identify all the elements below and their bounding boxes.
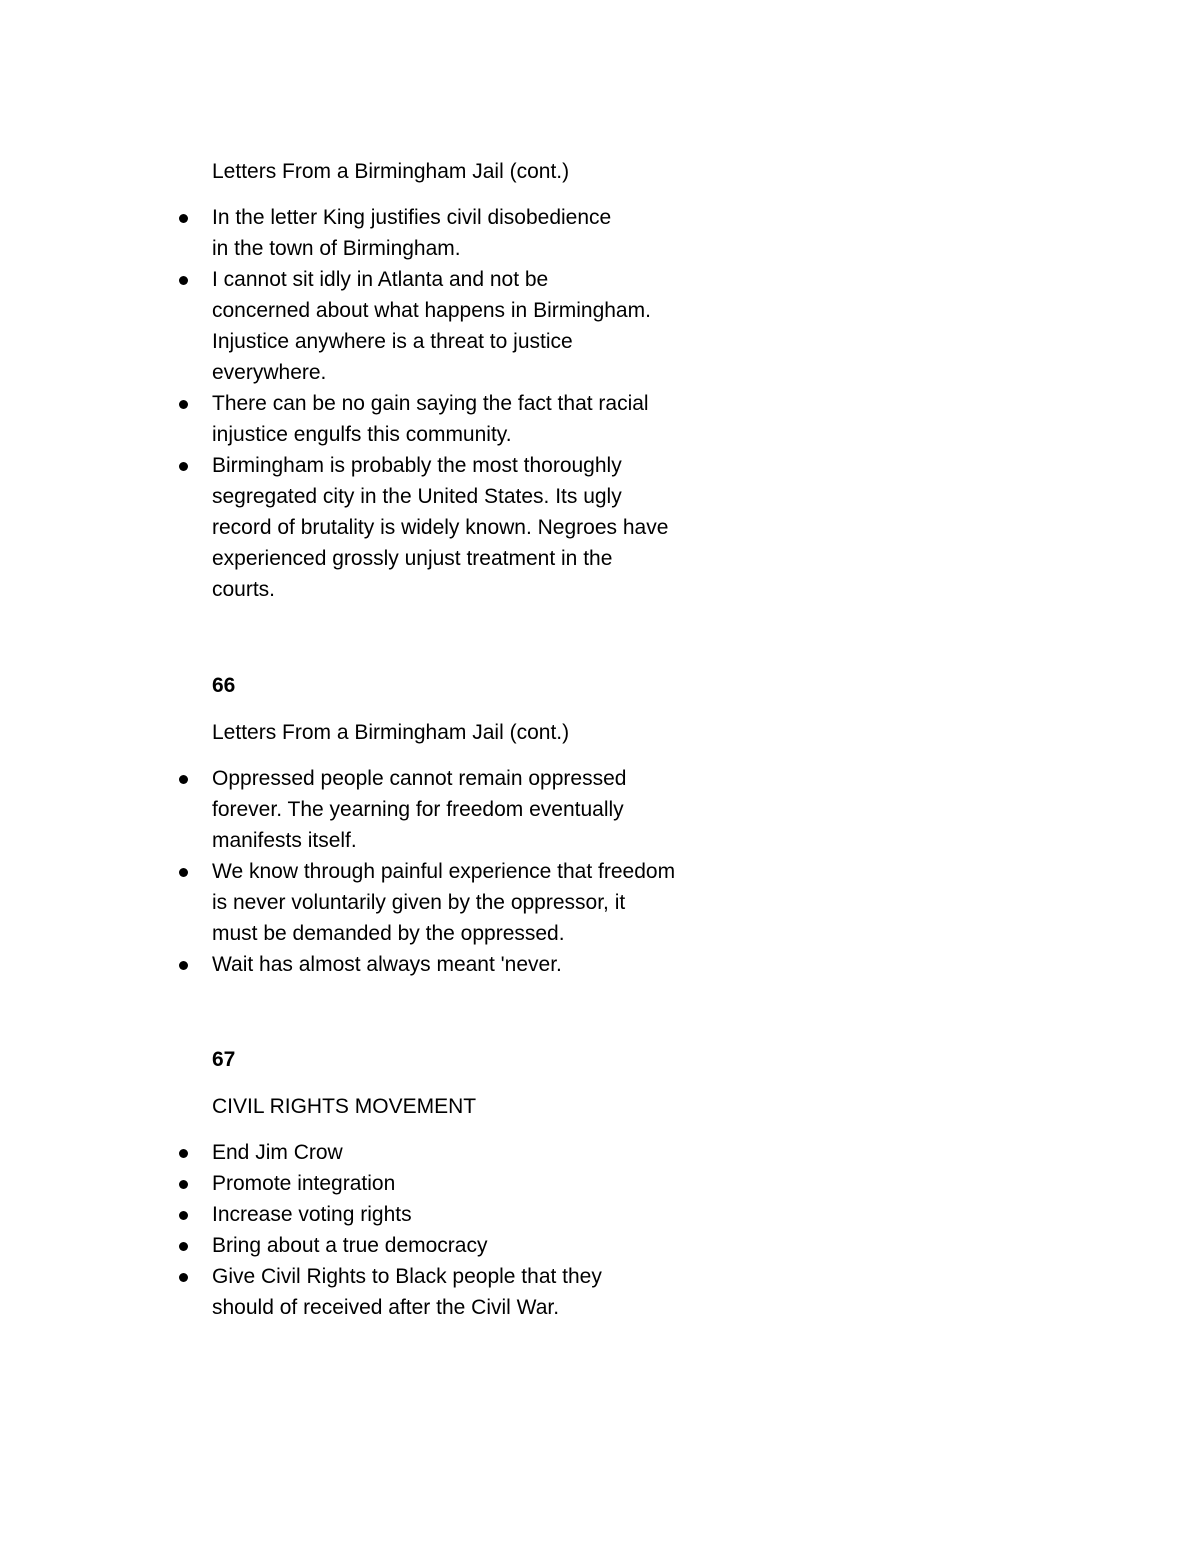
bullet-text: Oppressed people cannot remain oppressed forever. The yearning for freedom eventually manifests itself. (212, 767, 627, 852)
bullet-dot-icon (179, 1149, 188, 1158)
bullet-dot-icon (179, 400, 188, 409)
bullet-dot-icon (179, 1273, 188, 1282)
bullet-dot-icon (179, 775, 188, 784)
bullet-item (212, 1261, 812, 1323)
section-67 (212, 1044, 812, 1323)
section-66 (212, 670, 812, 980)
bullet-text: End Jim Crow (212, 1141, 343, 1164)
bullet-dot-icon (179, 1242, 188, 1251)
bullet-dot-icon (179, 1211, 188, 1220)
bullet-dot-icon (179, 1180, 188, 1189)
bullet-item (212, 1168, 812, 1199)
bullet-dot-icon (179, 214, 188, 223)
slide-number: 66 (212, 674, 236, 697)
bullet-dot-icon (179, 462, 188, 471)
bullet-text: I cannot sit idly in Atlanta and not be concerned about what happens in Birmingham. Injustice anywhere is a threat to justice everywhere. (212, 268, 651, 384)
section-title: CIVIL RIGHTS MOVEMENT (212, 1095, 477, 1118)
bullet-list (212, 1137, 812, 1323)
bullet-item (212, 1137, 812, 1168)
slide-number: 67 (212, 1048, 236, 1071)
section-title: Letters From a Birmingham Jail (cont.) (212, 160, 570, 183)
bullet-item (212, 450, 812, 605)
bullet-item (212, 949, 812, 980)
section-title: Letters From a Birmingham Jail (cont.) (212, 721, 570, 744)
bullet-text: Give Civil Rights to Black people that they should of received after the Civil War. (212, 1265, 602, 1319)
bullet-item (212, 388, 812, 450)
bullet-item (212, 856, 812, 949)
bullet-item (212, 763, 812, 856)
bullet-item (212, 202, 812, 264)
bullet-list (212, 763, 812, 980)
bullet-text: Wait has almost always meant 'never. (212, 953, 562, 976)
section-letters-cont-1 (212, 156, 812, 605)
bullet-text: Promote integration (212, 1172, 396, 1195)
bullet-dot-icon (179, 276, 188, 285)
bullet-dot-icon (179, 868, 188, 877)
bullet-item (212, 1230, 812, 1261)
bullet-text: We know through painful experience that freedom is never voluntarily given by the oppressor, it must be demanded by the oppressed. (212, 860, 676, 945)
bullet-dot-icon (179, 961, 188, 970)
bullet-text: There can be no gain saying the fact that racial injustice engulfs this community. (212, 392, 649, 446)
bullet-list (212, 202, 812, 605)
bullet-text: Increase voting rights (212, 1203, 412, 1226)
bullet-text: In the letter King justifies civil disobedience in the town of Birmingham. (212, 206, 612, 260)
bullet-item (212, 264, 812, 388)
bullet-item (212, 1199, 812, 1230)
bullet-text: Birmingham is probably the most thoroughly segregated city in the United States. Its ugly record of brutality is widely known. Negroes have experienced grossly unjust treatment in the courts. (212, 454, 669, 601)
bullet-text: Bring about a true democracy (212, 1234, 488, 1257)
